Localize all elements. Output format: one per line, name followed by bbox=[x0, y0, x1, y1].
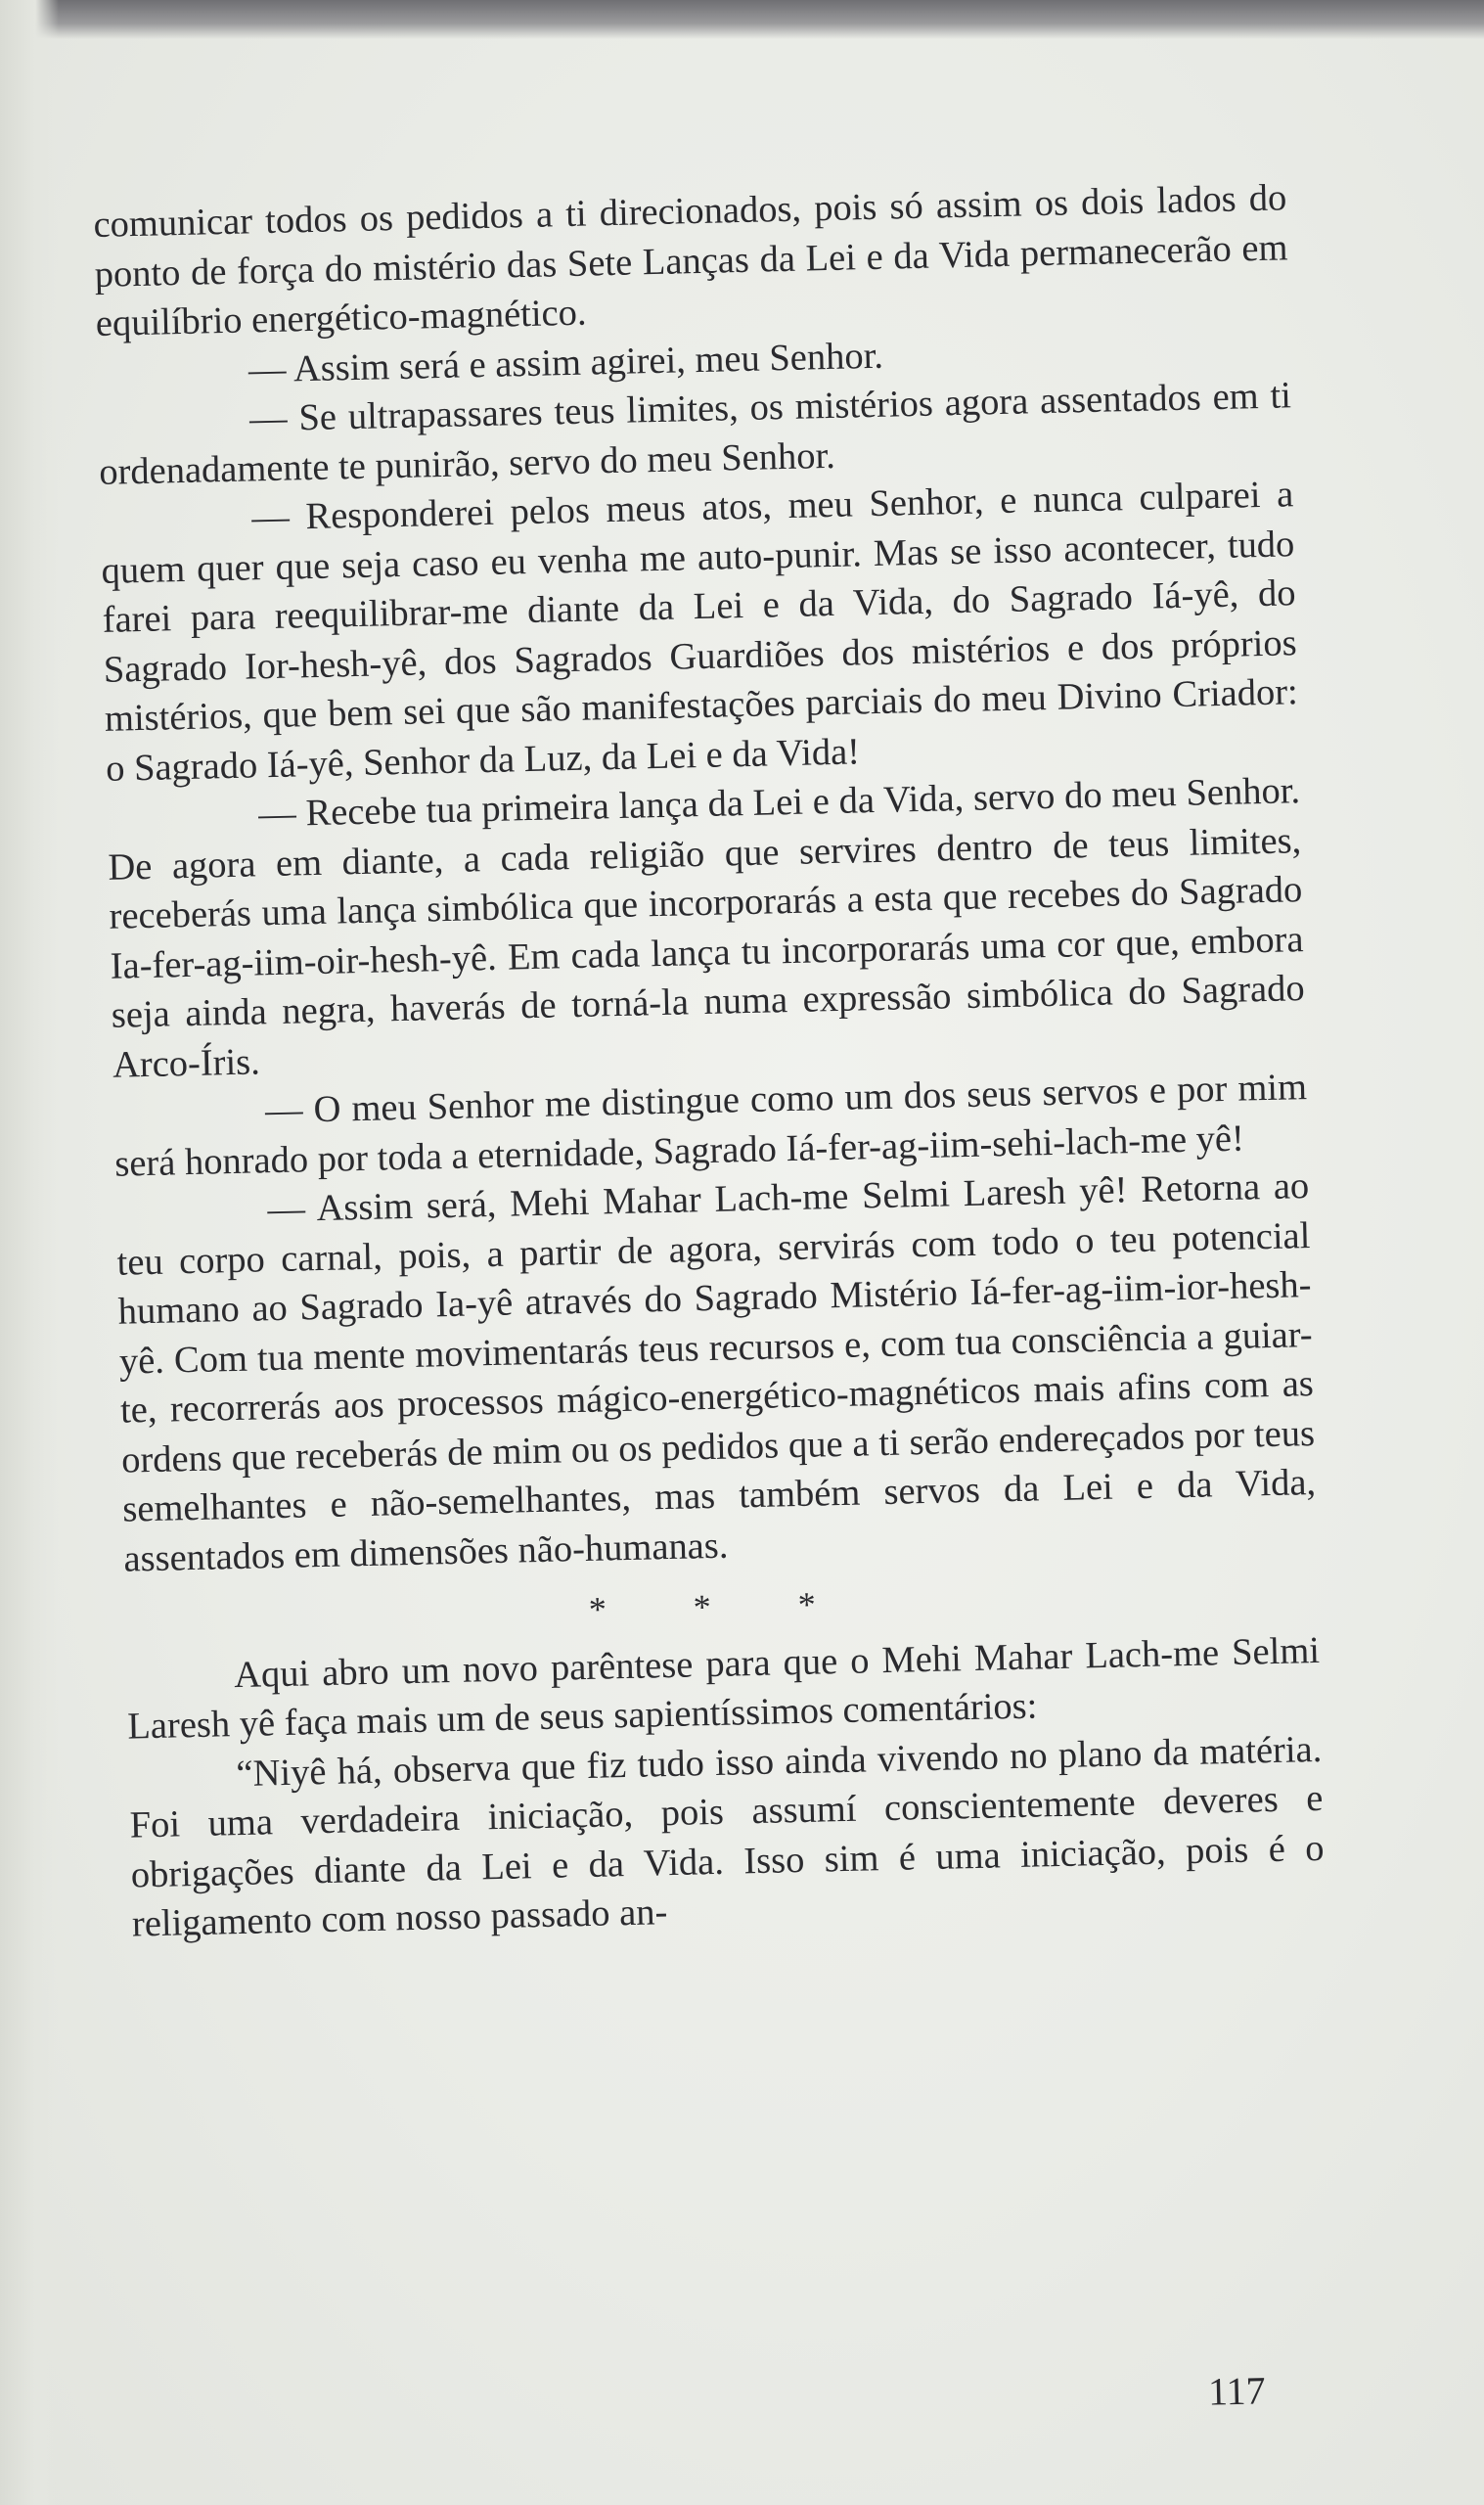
photo-edge-top bbox=[0, 0, 1484, 39]
dialog-line: — Recebe tua primeira lança da Lei e da Vida, servo do meu Senhor. De agora em diante, a cada religião que servires dentro de teus limites, receberás uma lança simbólica que incorporarás a esta que recebes do Sagrado Ia-fer-ag-iim-oir-hesh-yê. Em cada lança tu incorporarás uma cor que, embora seja ainda negra, haverás de torná-la numa expressão simbólica do Sagrado Arco-Íris. bbox=[107, 770, 1306, 1086]
dialog-line: — Responderei pelos meus atos, meu Senhor, e nunca culparei a quem quer que seja caso eu venha me auto-punir. Mas se isso acontecer, tudo farei para reequilibrar-me diante da Lei e da Vida, do Sagrado Iá-yê, do Sagrado Ior-hesh-yê, dos Sagrados Guardiões dos mistérios e dos próprios mistérios, que bem sei que são manifestações parciais do meu Divino Criador: o Sagrado Iá-yê, Senhor da Luz, da Lei e da Vida! bbox=[101, 474, 1299, 790]
body-text bbox=[93, 173, 1326, 1949]
paragraph-continuation: comunicar todos os pedidos a ti direcionados, pois só assim os dois lados do ponto de força do mistério das Sete Lanças da Lei e da Vida permanecerão em equilíbrio energético-magnético. bbox=[93, 177, 1288, 344]
dialog-line: — Se ultrapassares teus limites, os mistérios agora assentados em ti ordenadamente te punirão, servo do meu Senhor. bbox=[98, 375, 1292, 493]
dialog-line: — Assim será e assim agirei, meu Senhor. bbox=[247, 335, 884, 390]
paragraph: Aqui abro um novo parêntese para que o Mehi Mahar Lach-me Selmi Laresh yê faça mais um de seus sapientíssimos comentários: bbox=[126, 1629, 1321, 1748]
dialog-line: — O meu Senhor me distingue como um dos seus servos e por mim será honrado por toda a eternidade, Sagrado Iá-fer-ag-iim-sehi-lach-me yê! bbox=[113, 1067, 1308, 1185]
photo-edge-left bbox=[0, 0, 59, 2505]
dialog-line: — Assim será, Mehi Mahar Lach-me Selmi Laresh yê! Retorna ao teu corpo carnal, pois, a partir de agora, servirás com todo o teu potencial humano ao Sagrado Ia-yê através do Sagrado Mistério Iá-fer-ag-iim-ior-hesh-yê. Com tua mente movimentarás teus recursos e, com tua consciência a guiar-te, recorrerás aos processos mágico-energético-magnéticos mais afins com as ordens que receberás de mim ou os pedidos que a ti serão endereçados por teus semelhantes e não-semelhantes, mas também servos da Lei e da Vida, assentados em dimensões não-humanas. bbox=[116, 1165, 1317, 1580]
section-separator: * * * bbox=[588, 1583, 856, 1629]
page-number: 117 bbox=[1207, 2368, 1267, 2414]
paragraph-quote: “Niyê há, observa que fiz tudo isso ainda vivendo no plano da matéria. Foi uma verdadeira iniciação, pois assumí conscientemente deveres e obrigações diante da Lei e da Vida. Isso sim é uma iniciação, pois é o religamento com nosso passado an- bbox=[129, 1728, 1325, 1945]
